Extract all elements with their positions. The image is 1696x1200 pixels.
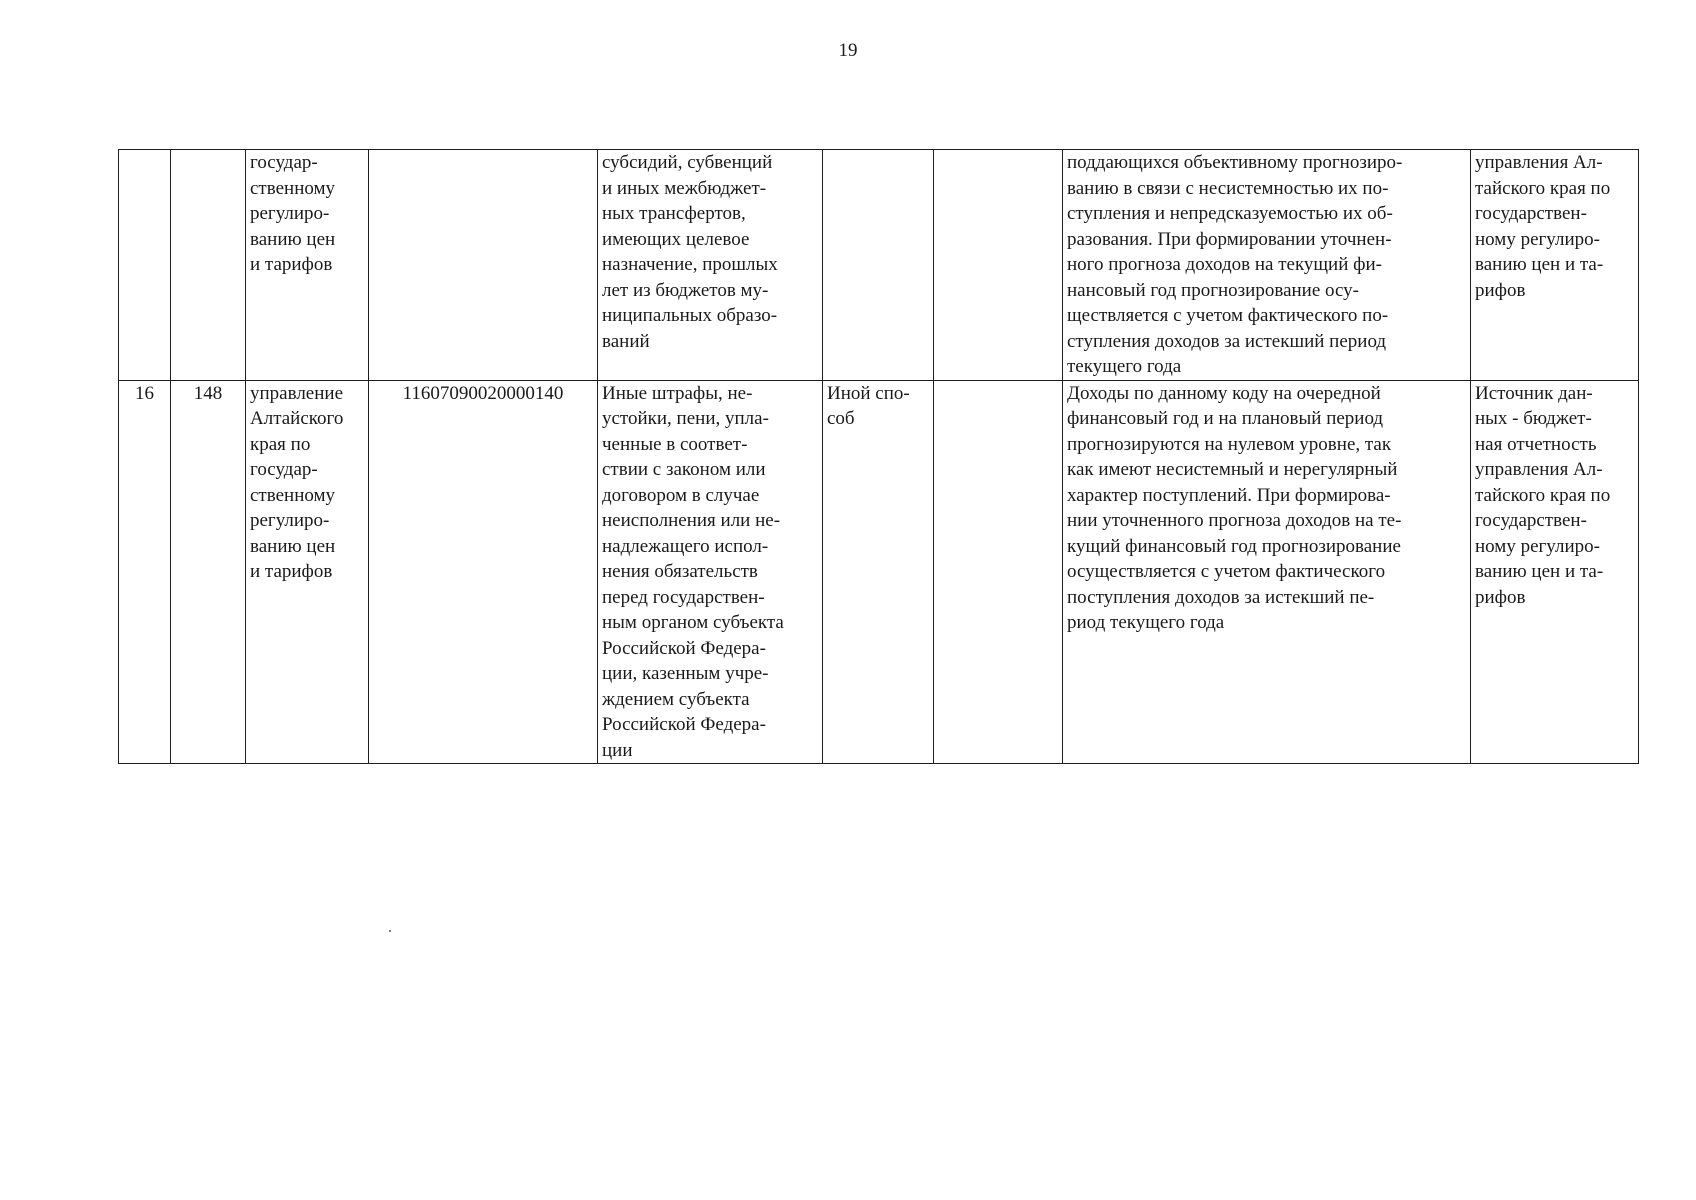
revenue-forecast-table xyxy=(118,149,1639,764)
cell-revenue-name: субсидий, субвенций и иных межбюджет- ных трансфертов, имеющих целевое назначение, прошлых лет из бюджетов му- ниципальных образо- ваний xyxy=(598,150,823,381)
cell-row-number xyxy=(119,150,171,381)
cell-administrator: государ- ственному регулиро- ванию цен и тарифов xyxy=(246,150,369,381)
cell-calc-method xyxy=(823,150,934,381)
cell-calc-method: Иной спо- соб xyxy=(823,380,934,764)
cell-admin-code: 148 xyxy=(171,380,246,764)
page-number: 19 xyxy=(838,40,858,61)
cell-data-source: управления Ал- тайского края по государствен- ному регулиро- ванию цен и та- рифов xyxy=(1471,150,1639,381)
cell-algorithm: поддающихся объективному прогнозиро- ванию в связи с несистемностью их по- ступления и непредсказуемостью их об- разования. При формировании уточнен- ного прогноза доходов на текущий фи- нансовый год прогнозирование осу- ществляется с учетом фактического по- ступления доходов за истекший период текущего года xyxy=(1063,150,1471,381)
cell-revenue-name: Иные штрафы, не- устойки, пени, упла- ченные в соответ- ствии с законом или договором в случае неисполнения или не- надлежащего испол- нения обязательств перед государствен- ным органом субъекта Российской Федера- ции, казенным учре- ждением субъекта Российской Федера- ции xyxy=(598,380,823,764)
scan-speck xyxy=(389,930,391,932)
cell-kbk-code: 11607090020000140 xyxy=(369,380,598,764)
cell-formula xyxy=(934,150,1063,381)
cell-admin-code xyxy=(171,150,246,381)
cell-algorithm: Доходы по данному коду на очередной финансовый год и на плановый период прогнозируются на нулевом уровне, так как имеют несистемный и нерегулярный характер поступлений. При формирова- нии уточненного прогноза доходов на те- кущий финансовый год прогнозирование осуществляется с учетом фактического поступления доходов за истекший пе- риод текущего года xyxy=(1063,380,1471,764)
table-row-continued xyxy=(119,150,1639,381)
cell-data-source: Источник дан- ных - бюджет- ная отчетность управления Ал- тайского края по государствен- ному регулиро- ванию цен и та- рифов xyxy=(1471,380,1639,764)
table-row-16 xyxy=(119,380,1639,764)
cell-row-number: 16 xyxy=(119,380,171,764)
cell-kbk-code xyxy=(369,150,598,381)
cell-formula xyxy=(934,380,1063,764)
cell-administrator: управление Алтайского края по государ- ственному регулиро- ванию цен и тарифов xyxy=(246,380,369,764)
